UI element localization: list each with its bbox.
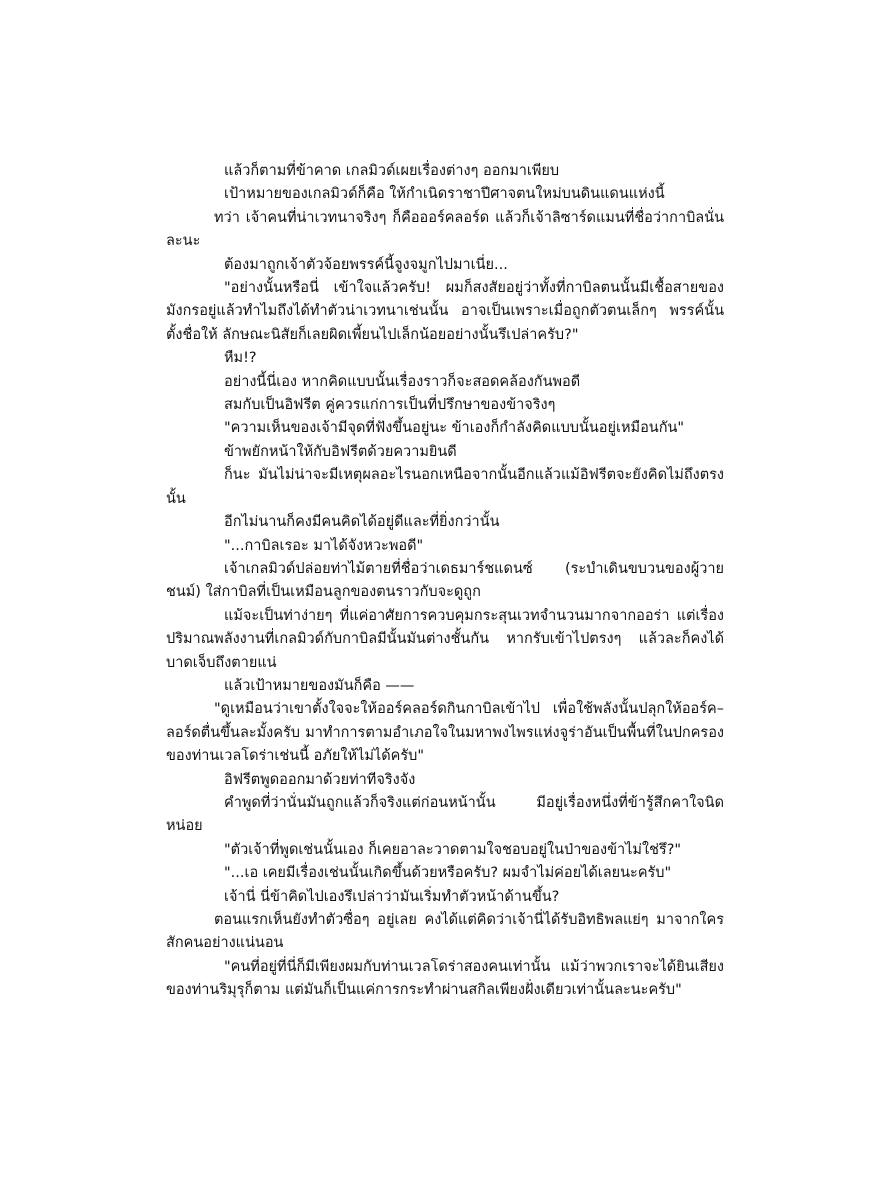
paragraph: ตอนแรกเห็นยังทำตัวซื่อๆ อยู่เลย คงได้แต่คิดว่าเจ้านี่ได้รับอิทธิพลแย่ๆ มาจากใครสักคนอย่างแน่นอน (166, 912, 724, 952)
dialogue-paragraph: "คนที่อยู่ที่นี่ก็มีเพียงผมกับท่านเวลโดร่าสองคนเท่านั้น แม้ว่าพวกเราจะได้ยินเสียงของท่านริมุรุก็ตาม แต่มันก็เป็นแค่การกระทำผ่านสกิลเพียงฝั่งเดียวเท่านั้นละนะครับ" (166, 958, 724, 999)
paragraph: อีกไม่นานก็คงมีคนคิดได้อยู่ดีและที่ยิ่งกว่านั้น (224, 514, 500, 531)
paragraph: อย่างนี้นี่เอง หากคิดแบบนั้นเรื่องราวก็จะสอดคล้องกันพอดี (224, 373, 581, 390)
paragraph: สมกับเป็นอิฟรีต คู่ควรแก่การเป็นที่ปรึกษาของข้าจริงๆ (224, 397, 556, 414)
paragraph: หืม!? (224, 350, 257, 367)
document-page (166, 160, 724, 1003)
dialogue-paragraph: "ดูเหมือนว่าเขาตั้งใจจะให้ออร์คลอร์ดกินกาบิลเข้าไป เพื่อใช้พลังนั้นปลุกให้ออร์ค–ลอร์ดตื่นขึ้นละมั้งครับ มาทำการตามอำเภอใจในมหาพงไพรแห่งจูร่าอันเป็นพื้นที่ในปกครองของท่านเวลโดร่าเช่นนี้ อภัยให้ไม่ได้ครับ" (166, 701, 724, 765)
paragraph: เจ้านี่ นี่ข้าคิดไปเองรึเปล่าว่ามันเริ่มทำตัวหน้าด้านขึ้น? (224, 888, 560, 905)
paragraph: ทว่า เจ้าคนที่น่าเวทนาจริงๆ ก็คือออร์คลอร์ด แล้วก็เจ้าลิซาร์ดแมนที่ชื่อว่ากาบิลนั่นละนะ (166, 209, 724, 250)
paragraph: เจ้าเกลมิวด์ปล่อยท่าไม้ตายที่ชื่อว่าเดธมาร์ชแดนซ์ (ระบำเดินขบวนของผู้วายชนม์) ใส่กาบิลที่เป็นเหมือนลูกของตนราวกับจะดูถูก (166, 560, 724, 601)
dialogue-paragraph: "...เอ เคยมีเรื่องเช่นนั้นเกิดขึ้นด้วยหรือครับ? ผมจำไม่ค่อยได้เลยนะครับ" (224, 865, 672, 882)
paragraph: อิฟรีตพูดออกมาด้วยท่าทีจริงจัง (224, 771, 416, 788)
paragraph: ก็นะ มันไม่น่าจะมีเหตุผลอะไรนอกเหนือจากนั้นอีกแล้วแม้อิฟรีตจะยังคิดไม่ถึงตรงนั้น (166, 467, 724, 507)
dialogue-paragraph: "...กาบิลเรอะ มาได้จังหวะพอดี" (224, 537, 424, 554)
paragraph: คำพูดที่ว่านั่นมันถูกแล้วก็จริงแต่ก่อนหน้านั้น มีอยู่เรื่องหนึ่งที่ข้ารู้สึกคาใจนิดหน่อย (166, 794, 724, 835)
paragraph: แล้วเป้าหมายของมันก็คือ —— (224, 677, 415, 694)
dialogue-paragraph: "อย่างนั้นหรือนี่ เข้าใจแล้วครับ! ผมก็สงสัยอยู่ว่าทั้งที่กาบิลตนนั้นมีเชื้อสายของมังกรอยู่แล้วทำไมถึงได้ทำตัวน่าเวทนาเช่นนั้น อาจเป็นเพราะเมื่อถูกตัวตนเล็กๆ พรรค์นั้นตั้งชื่อให้ ลักษณะนิสัยก็เลยผิดเพี้ยนไปเล็กน้อยอย่างนั้นรึเปล่าครับ?" (166, 280, 724, 343)
dialogue-paragraph: "ความเห็นของเจ้ามีจุดที่ฟังขึ้นอยู่นะ ข้าเองก็กำลังคิดแบบนั้นอยู่เหมือนกัน" (224, 420, 685, 437)
paragraph: แม้จะเป็นท่าง่ายๆ ที่แค่อาศัยการควบคุมกระสุนเวทจำนวนมากจากออร่า แต่เรื่องปริมาณพลังงานที่เกลมิวด์กับกาบิลมีนั้นมันต่างชั้นกัน หากรับเข้าไปตรงๆ แล้วละก็คงได้บาดเจ็บถึงตายแน่ (166, 607, 724, 671)
paragraph: แล้วก็ตามที่ข้าคาด เกลมิวด์เผยเรื่องต่างๆ ออกมาเพียบ (224, 163, 560, 179)
dialogue-paragraph: "ตัวเจ้าที่พูดเช่นนั้นเอง ก็เคยอาละวาดตามใจชอบอยู่ในป่าของข้าไม่ใช่รึ?" (224, 841, 682, 858)
paragraph: ต้องมาถูกเจ้าตัวจ้อยพรรค์นี้จูงจมูกไปมาเนี่ย... (224, 256, 508, 273)
paragraph: ข้าพยักหน้าให้กับอิฟรีตด้วยความยินดี (224, 443, 457, 460)
paragraph: เป้าหมายของเกลมิวด์ก็คือ ให้กำเนิดราชาปีศาจตนใหม่บนดินแดนแห่งนี้ (224, 186, 665, 203)
